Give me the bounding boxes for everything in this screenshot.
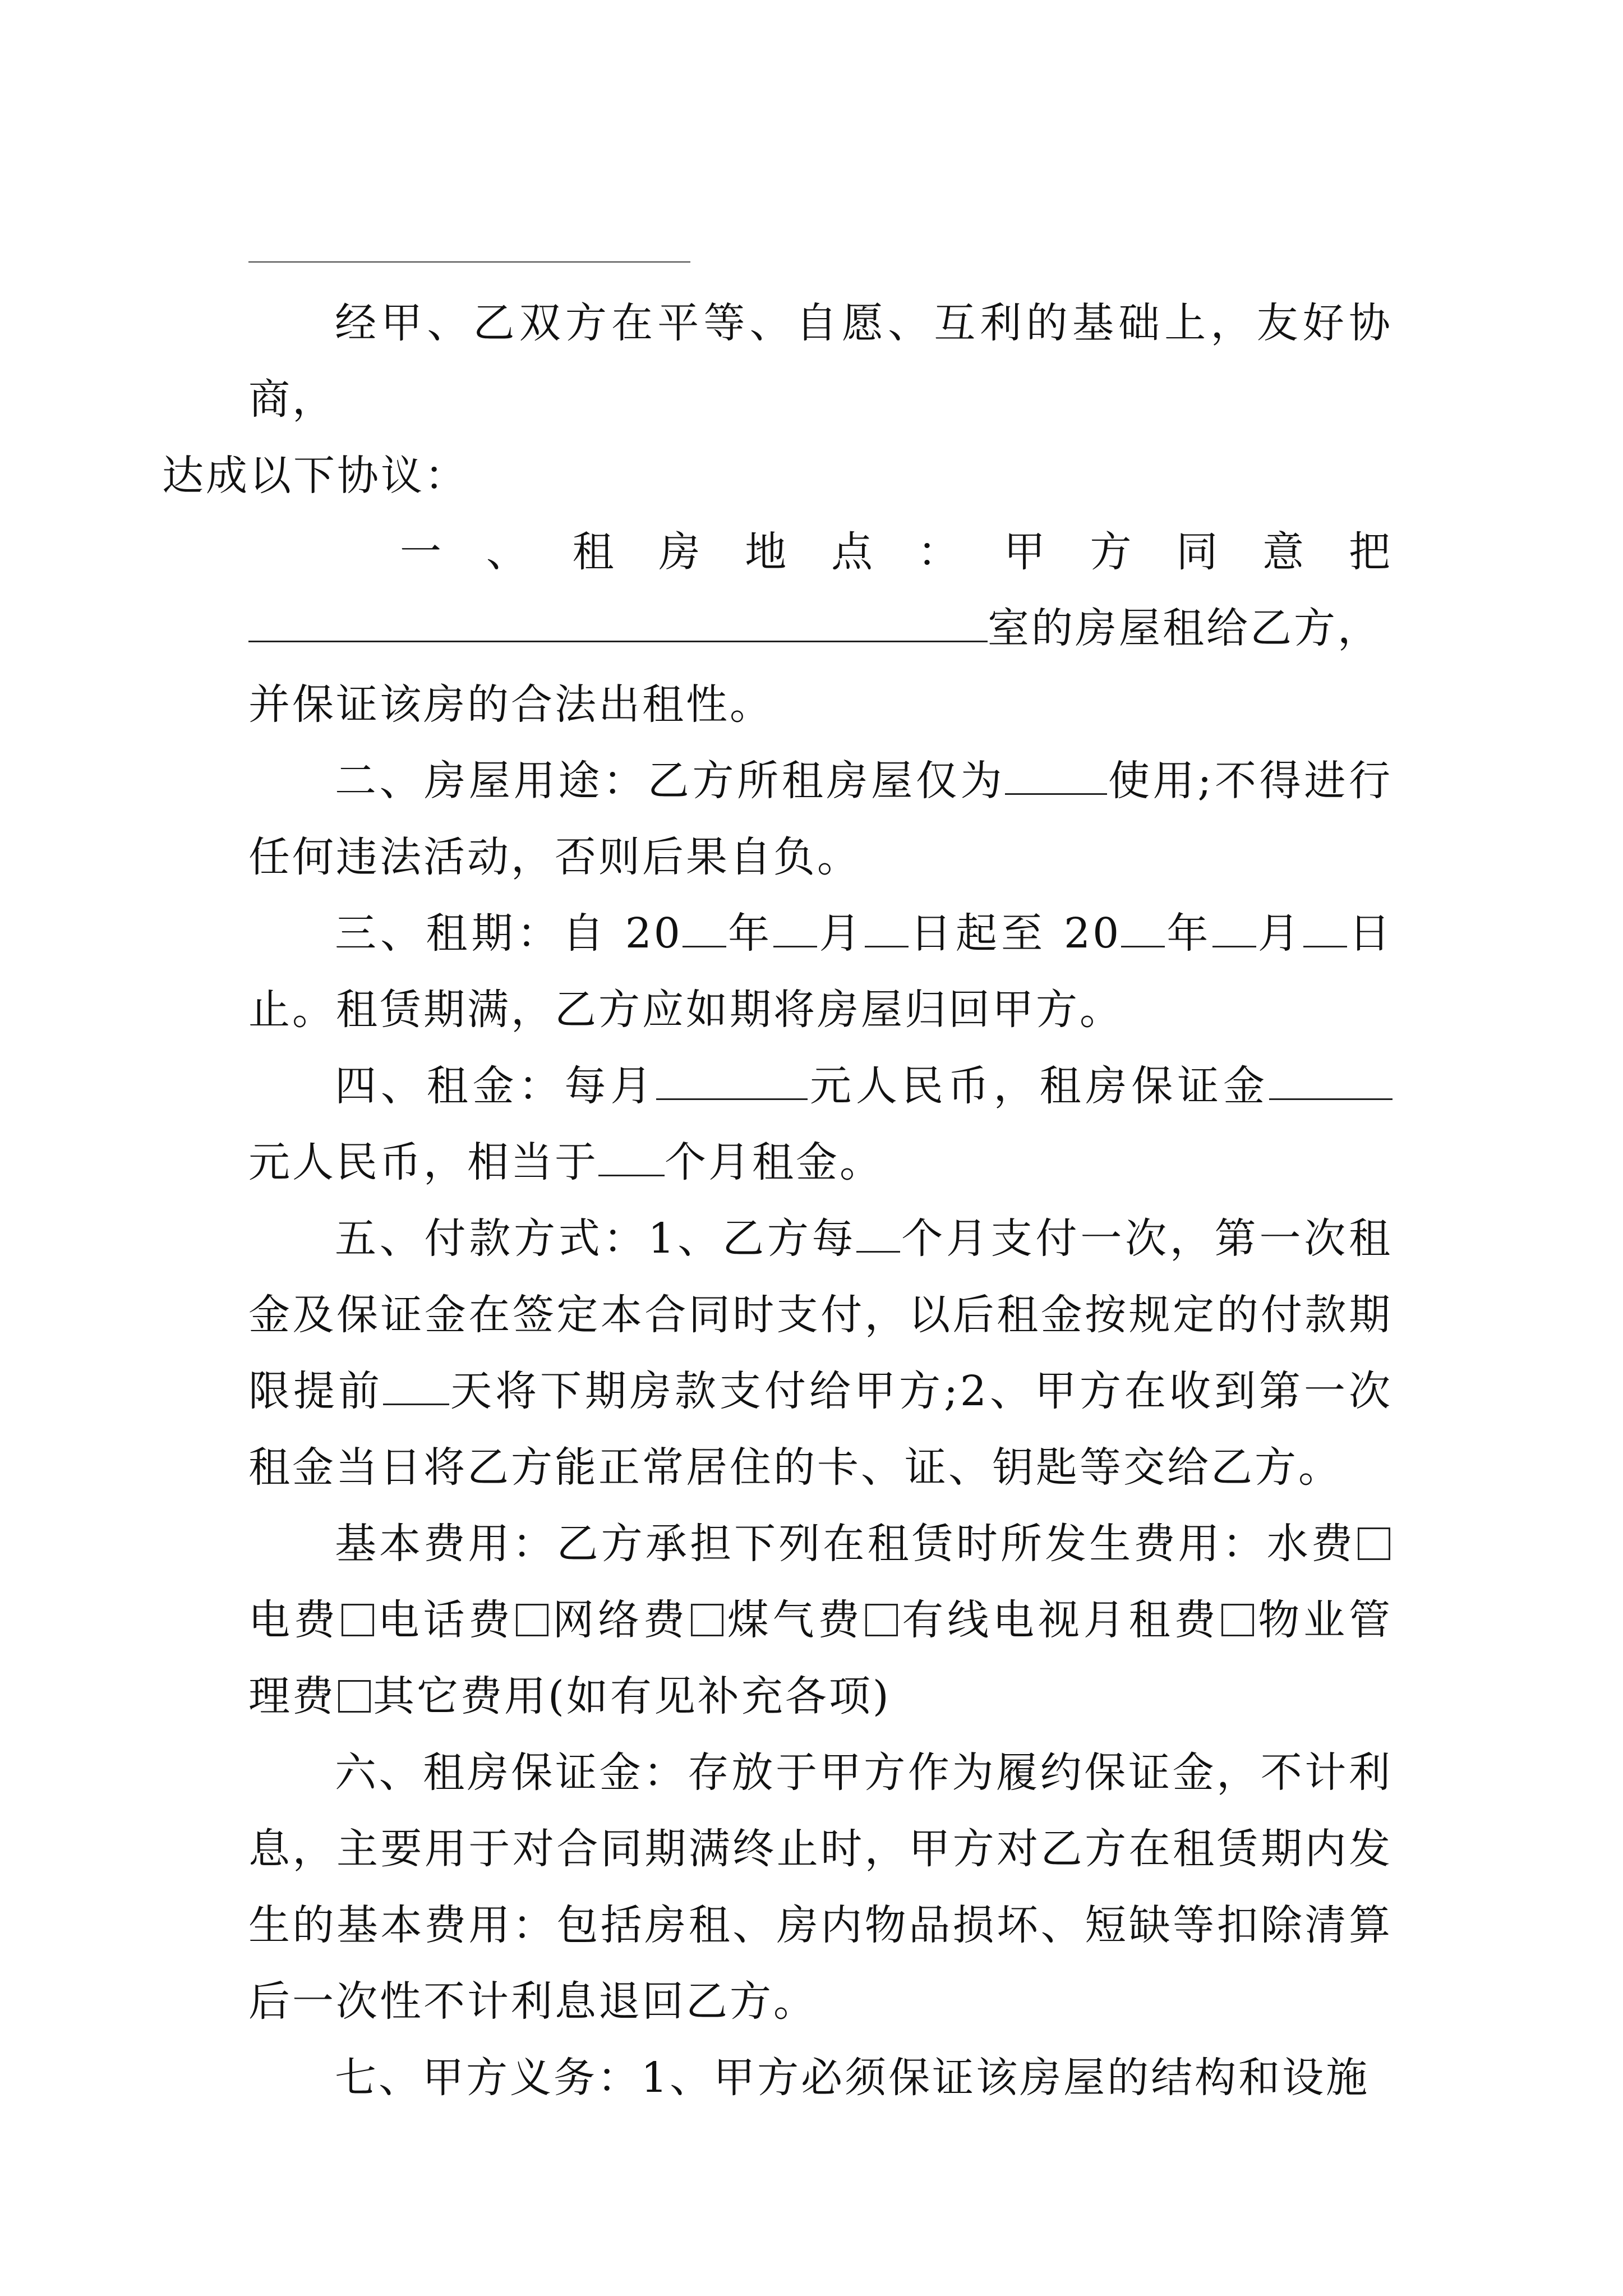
blank-deposit [1269, 1058, 1393, 1100]
paragraph-clause-4 [248, 1048, 1393, 1200]
paragraph-clause-3 [248, 895, 1393, 1048]
clause-3-text-f: 月 [1256, 909, 1303, 958]
fees-text-b: 电费 [248, 1596, 339, 1644]
checkbox-network[interactable] [691, 1604, 723, 1636]
checkbox-property-management[interactable] [338, 1680, 371, 1713]
clause-4-text-a: 四、租金：每月 [335, 1062, 657, 1110]
checkbox-water[interactable] [1358, 1527, 1390, 1560]
paragraph-clause-1 [248, 514, 1393, 743]
clause-3-text-e: 年 [1165, 909, 1212, 958]
fees-text-e: 煤气费 [725, 1596, 864, 1644]
blank-monthly-rent [656, 1058, 808, 1100]
checkbox-gas[interactable] [865, 1604, 898, 1636]
clause-3-text-b: 年 [726, 909, 774, 958]
blank-deposit-months [598, 1134, 665, 1176]
blank-end-month [1212, 905, 1256, 947]
clause-1-text-c: 并保证该房的合法出租性。 [248, 680, 773, 729]
paragraph-clause-2 [248, 743, 1393, 895]
paragraph-clause-7: 七、甲方义务：1、甲方必须保证该房屋的结构和设施 [335, 2054, 1370, 2102]
clause-3-text-a: 三、租期：自 20 [335, 909, 683, 958]
fees-text-f: 有线电视月租费 [900, 1596, 1220, 1644]
checkbox-phone[interactable] [516, 1604, 548, 1636]
clause-5-text-a: 五、付款方式：1、乙方每 [335, 1214, 857, 1263]
fees-text-a: 基本费用：乙方承担下列在租赁时所发生费用：水费 [335, 1520, 1355, 1568]
blank-start-year [683, 905, 726, 947]
checkbox-cable-tv[interactable] [1221, 1604, 1254, 1636]
blank-start-day [865, 905, 909, 947]
paragraph-basic-fees [248, 1506, 1393, 1734]
checkbox-electricity[interactable] [342, 1604, 374, 1636]
blank-end-year [1121, 905, 1165, 947]
clause-5-text-b: 个月支付一次，第一次租金及保证金在签定本合同时支付，以后租金按规定的付款期限提前 [248, 1214, 1393, 1415]
clause-4-text-c: 元人民币，相当于 [248, 1138, 598, 1186]
clause-3-text-d: 日起至 20 [908, 909, 1122, 958]
intro-line-1: 经甲、乙双方在平等、自愿、互利的基础上，友好协商， [248, 299, 1393, 424]
blank-advance-days [383, 1363, 449, 1405]
paragraph-intro [162, 285, 1393, 514]
fees-text-h: 其它费用(如有见补充各项) [373, 1672, 891, 1720]
blank-start-month [773, 905, 817, 947]
clause-5-text-c: 天将下期房款支付给甲方;2、甲方在收到第一次租金当日将乙方能正常居住的卡、证、钥匙等交给乙方。 [248, 1367, 1393, 1492]
blank-address [248, 600, 988, 642]
intro-line-2: 达成以下协议： [162, 452, 468, 500]
clause-3-text-c: 月 [817, 909, 865, 958]
clause-2-text-b: 使用;不得进行任何违法活动，否则后果自负。 [248, 757, 1393, 881]
fees-text-d: 网络费 [551, 1596, 689, 1644]
blank-end-day [1303, 905, 1347, 947]
blank-pay-interval [856, 1211, 900, 1253]
document-body [162, 285, 1393, 2116]
clause-2-text-a: 二、房屋用途：乙方所租房屋仅为 [335, 757, 1006, 805]
paragraph-clause-5 [248, 1200, 1393, 1506]
clause-1-text-b: 室的房屋租给乙方， [988, 604, 1381, 652]
clause-1-heading: 一 、 租 房 地 点 ： 甲 方 同 意 把 [400, 528, 1393, 576]
fees-text-g: 物业管理费 [248, 1596, 1393, 1720]
fees-text-c: 电话费 [376, 1596, 514, 1644]
top-divider [248, 261, 690, 263]
paragraph-clause-6: 六、租房保证金：存放于甲方作为履约保证金，不计利息，主要用于对合同期满终止时，甲方对乙方在租赁期内发生的基本费用：包括房租、房内物品损坏、短缺等扣除清算后一次性不计利息退回乙方。 [248, 1749, 1393, 2026]
clause-3-text-g: 日止。租赁期满，乙方应如期将房屋归回甲方。 [248, 909, 1393, 1034]
blank-usage [1005, 753, 1107, 795]
clause-4-text-b: 元人民币，租房保证金 [808, 1062, 1270, 1110]
clause-4-text-d: 个月租金。 [665, 1138, 883, 1186]
